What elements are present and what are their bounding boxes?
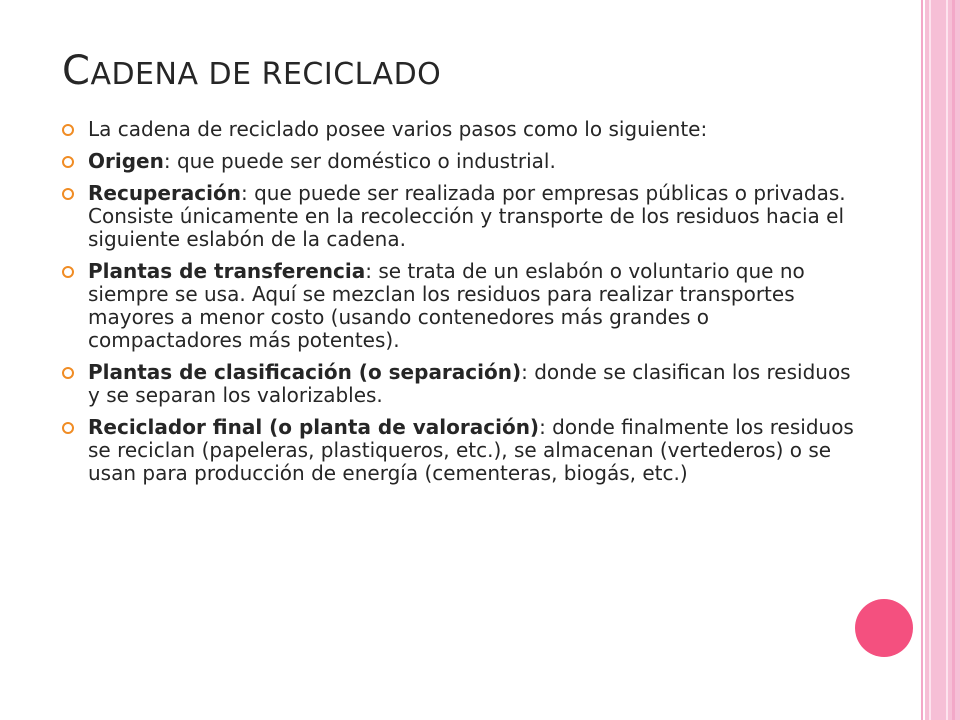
circle-bullet-icon (62, 367, 74, 379)
bullet-list (62, 118, 862, 494)
item-term: Plantas de clasificación (o separación) (88, 360, 522, 384)
slide-title (62, 48, 441, 94)
border-line (921, 0, 923, 720)
item-term: Recuperación (88, 181, 241, 205)
title-rest: ADENA DE RECICLADO (90, 57, 442, 92)
list-item (62, 118, 862, 141)
circle-bullet-icon (62, 188, 74, 200)
item-text: : que puede ser realizada por empresas públicas o privadas. Consiste únicamente en la recolección y transporte de los residuos hacia el siguiente eslabón de la cadena. (88, 181, 846, 251)
item-term: Reciclador final (o planta de valoración) (88, 415, 540, 439)
list-item (62, 361, 862, 407)
list-item (62, 150, 862, 173)
list-item (62, 416, 862, 485)
item-text: : que puede ser doméstico o industrial. (163, 149, 556, 173)
list-item (62, 260, 862, 352)
circle-bullet-icon (62, 124, 74, 136)
list-item (62, 182, 862, 251)
item-text: : se trata de un eslabón o voluntario que no siempre se usa. Aquí se mezclan los residuos para realizar transportes mayores a menor costo (usando contenedores más grandes o compactadores más potentes). (88, 259, 805, 352)
item-text: : donde se clasifican los residuos y se separan los valorizables. (88, 360, 851, 407)
item-term: Origen (88, 149, 164, 173)
border-line (952, 0, 955, 720)
decorative-circle (855, 599, 913, 657)
circle-bullet-icon (62, 266, 74, 278)
circle-bullet-icon (62, 422, 74, 434)
item-text: : donde finalmente los residuos se reciclan (papeleras, plastiqueros, etc.), se almacenan (vertederos) o se usan para producción de energía (cementeras, biogás, etc.) (88, 415, 854, 485)
item-term: Plantas de transferencia (88, 259, 366, 283)
border-line (929, 0, 931, 720)
circle-bullet-icon (62, 156, 74, 168)
border-line (946, 0, 948, 720)
item-text: La cadena de reciclado posee varios pasos como lo siguiente: (88, 117, 708, 141)
title-first-letter: C (62, 48, 91, 94)
